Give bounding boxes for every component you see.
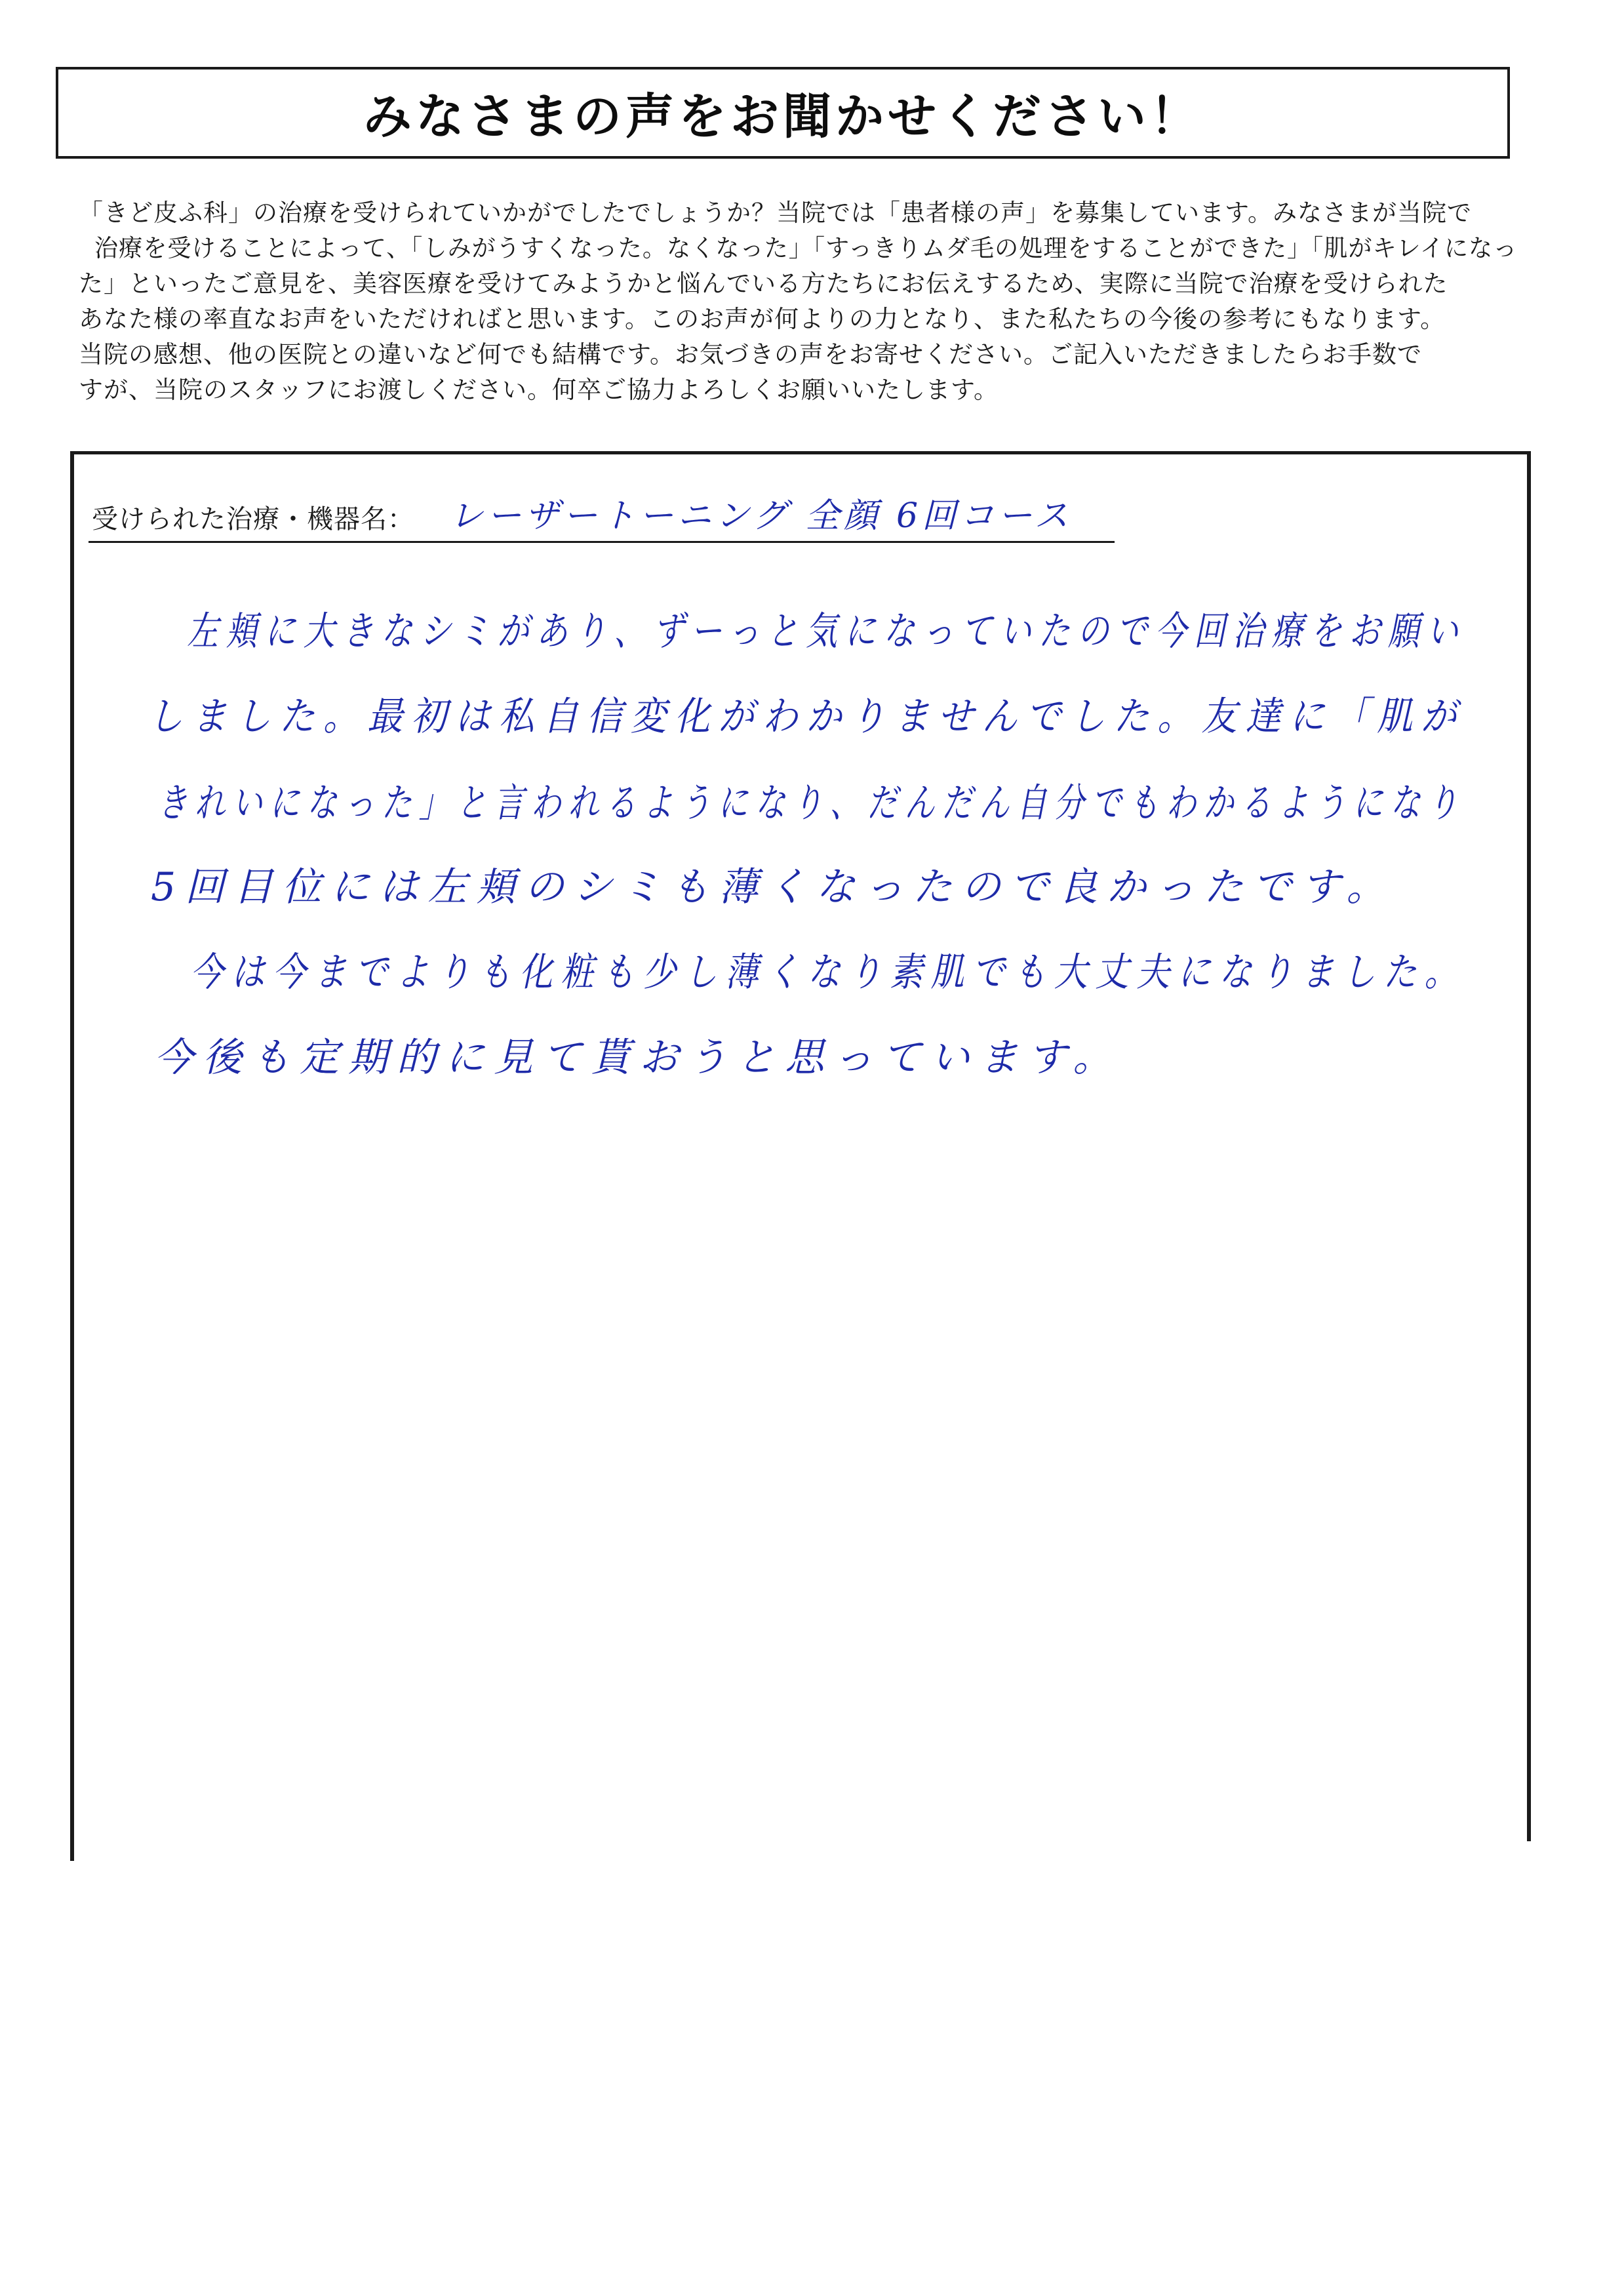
intro-line: あなた様の率直なお声をいただければと思います。このお声が何よりの力となり、また私たちの今後の参考にもなります。 — [79, 305, 1446, 333]
comment-line: 今後も定期的に見て貰おうと思っています。 — [154, 1035, 1122, 1081]
comment-line: 今は今までよりも化粧も少し薄くなり素肌でも大丈夫になりました。 — [190, 949, 1466, 995]
intro-paragraph — [79, 195, 1518, 408]
intro-line: 「きど皮ふ科」の治療を受けられていかがでしたでしょうか？当院では「患者様の声」を募集しています。みなさまが当院で — [79, 199, 1473, 227]
intro-line: すが、当院のスタッフにお渡しください。何卒ご協力よろしくお願いいたします。 — [79, 376, 999, 404]
comment-line: しました。最初は私自信変化がわかりませんでした。友達に「肌が — [148, 694, 1465, 740]
intro-line: た」といったご意見を、美容医療を受けてみようかと悩んでいる方たちにお伝えするため、実際に当院で治療を受けられた — [79, 269, 1448, 298]
comment-form-frame — [66, 451, 1534, 1867]
title-box — [56, 67, 1510, 159]
comment-line: 左頬に大きなシミがあり、ずーっと気になっていたので今回治療をお願い — [187, 609, 1466, 654]
comment-line: きれいになった」と言われるようになり、だんだん自分でもわかるようになり — [157, 780, 1465, 826]
comment-line: 5回目位には左頬のシミも薄くなったので良かったです。 — [151, 864, 1395, 910]
intro-line: 治療を受けることによって、「しみがうすくなった。なくなった」「すっきりムダ毛の処理をすることができた」「肌がキレイになっ — [94, 234, 1518, 262]
intro-line: 当院の感想、他の医院との違いなど何でも結構です。お気づきの声をお寄せください。ご記入いただきましたらお手数で — [79, 340, 1423, 369]
treatment-field[interactable] — [89, 495, 1115, 543]
page-title: みなさまの声をお聞かせください！ — [363, 89, 1202, 145]
treatment-field-label: 受けられた治療・機器名： — [92, 504, 414, 534]
treatment-field-value: レーザートーニング 全顔 6回コース — [449, 496, 1073, 536]
form-frame-border — [66, 451, 1534, 1867]
